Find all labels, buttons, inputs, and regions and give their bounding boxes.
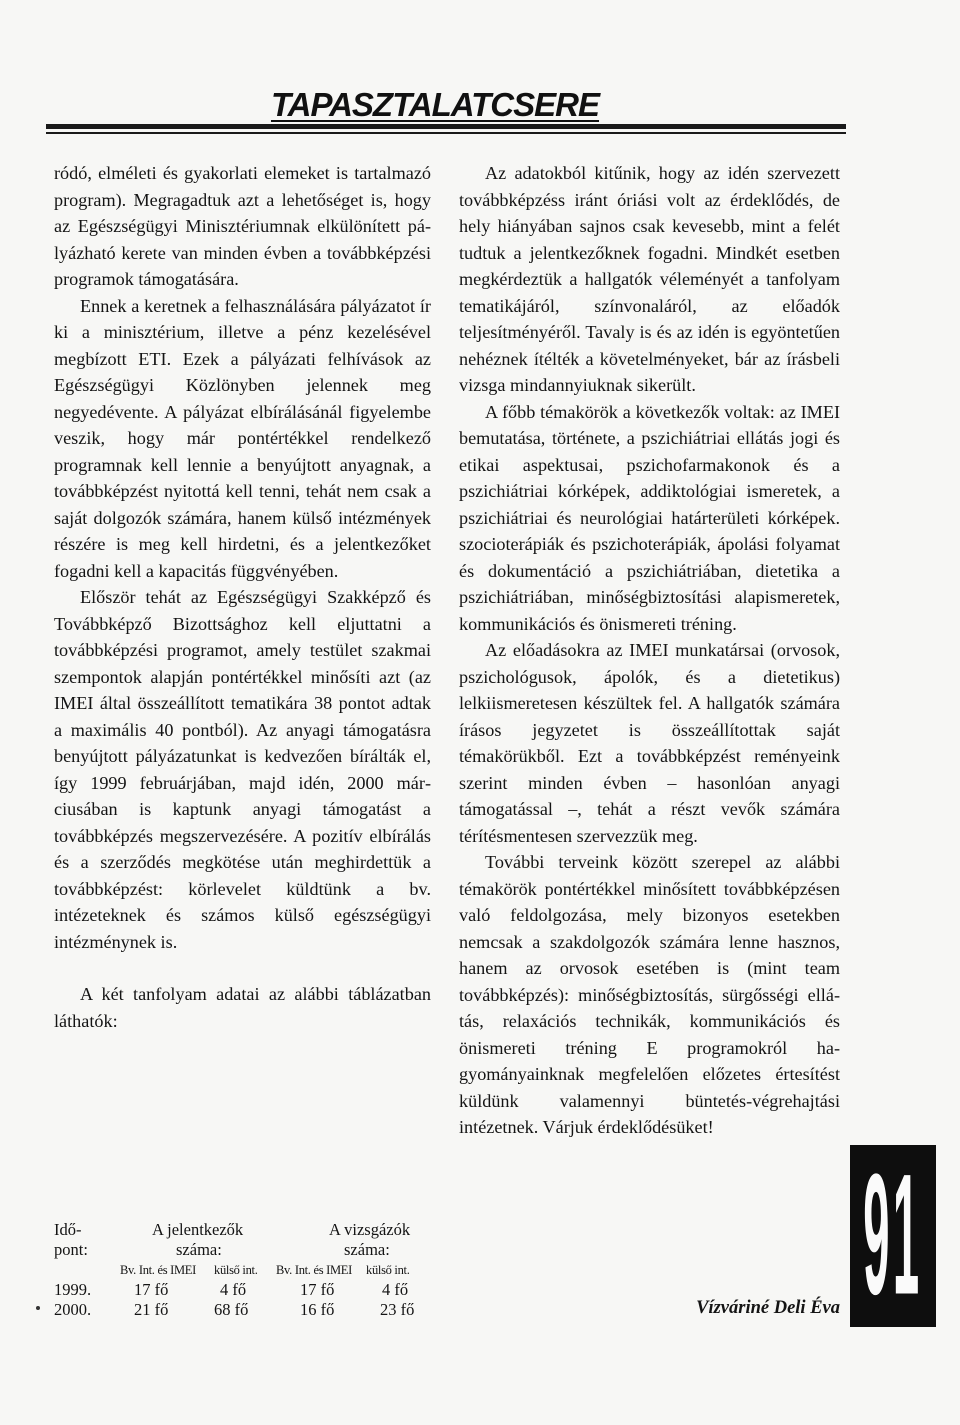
paragraph: ródó, elméleti és gyakorlati elemeket is tartalmazó program). Megragadtuk azt a lehetőséget is, hogy az Egészségügyi Minisztériumnak elkülönített pályázható kerete van minden évben a továbbképzési programok támogatására. bbox=[54, 163, 431, 289]
header-applicants: A jelentkezők bbox=[152, 1220, 244, 1239]
course-data-table bbox=[54, 1220, 434, 1320]
page-number-block bbox=[850, 1145, 936, 1327]
header-rule-thick bbox=[46, 124, 846, 129]
paragraph: Az adatokból kitűnik, hogy az idén szervezett továbbképzéss iránt óriási volt az érdeklődés, de hely hiányában sajnos csak kevesebb, mint a felét tudtuk a jelentkezőknek fogadni. Mindkét esetben megkérdeztük a hallgatók véleményét a tanfolyam tematikájáról, színvonaláról, az előadók teljesítményéről. Tavaly is és az idén is egyöntetűen nehéznek ítélték a követelményeket, bár az írásbeli vizsga mindannyiuknak sikerült. bbox=[459, 163, 840, 395]
author-signature: Vízváriné Deli Éva bbox=[696, 1298, 840, 1318]
right-column bbox=[459, 160, 840, 1141]
paragraph: Ennek a keretnek a felhasználására pályázatot ír ki a minisztérium, illetve a pénz kezelésével megbízott ETI. Ezek a pályázati felhívások az Egészségügyi Közlönyben jelennek meg negyedévente. A pályázat elbírálásánál figyelembe veszik, hogy már pontértékkel rendelkező programnak kell lennie a benyújtott anyagnak, a továbbképzést nyitottá kell tenni, tehát nem csak a saját dolgozók számára, hanem külső intézmények részére is meg kell hirdetni, és a jelentkezőket fogadni kell a kapacitás függvényében. bbox=[54, 295, 431, 581]
paragraph-gap bbox=[54, 955, 431, 981]
subheader-cell: Bv. Int. és IMEI bbox=[276, 1263, 352, 1277]
table-subheader-row bbox=[54, 1260, 434, 1280]
header-time: Idő- bbox=[54, 1220, 82, 1239]
table-cell: 16 fő bbox=[300, 1300, 335, 1319]
subheader-cell: külső int. bbox=[366, 1263, 410, 1277]
paragraph: További terveink között szerepel az alábbi témakörök pontértékkel minősített továbbképzésen való feldolgozása, mely bizonyos esetekben nemcsak a szakdolgozók számára lenne hasznos, hanem az orvosok esetében is (mint team továbbképzés): minőségbiztosítás, sürgősségi ellátás, relaxációs technikák, kommunikációs és önismereti tréning E programokról hagyományainknak megfelelően előzetes értesítést küldünk valamennyi büntetés-végrehajtási intézetnek. Várjuk érdeklődésüket! bbox=[459, 852, 840, 1137]
table-header-row bbox=[54, 1220, 434, 1240]
table-cell: 17 fő bbox=[134, 1280, 169, 1299]
header-examinees: száma: bbox=[344, 1240, 390, 1259]
table-header-row bbox=[54, 1240, 434, 1260]
table-cell: 17 fő bbox=[300, 1280, 335, 1299]
table-cell: 21 fő bbox=[134, 1300, 169, 1319]
subheader-cell: Bv. Int. és IMEI bbox=[120, 1263, 196, 1277]
table-row bbox=[54, 1280, 434, 1300]
row-year: 1999. bbox=[54, 1280, 92, 1299]
table-cell: 4 fő bbox=[382, 1280, 409, 1299]
table-cell: 4 fő bbox=[220, 1280, 247, 1299]
paragraph: Az előadásokra az IMEI munkatársai (orvosok, pszichológusok, ápolók, és a dietetikus) lelkiismeretesen készültek fel. A hallgatók számára írásos jegyzetet is összeállítottak saját témakörükből. Ezt a továbbképzést reményeink szerint minden évben – hasonlóan anyagi támogatással –, tehát a részt vevők számára térítésmentesen szervezzük meg. bbox=[459, 640, 840, 846]
table-row bbox=[54, 1300, 434, 1320]
section-title: TAPASZTALATCSERE bbox=[270, 86, 600, 123]
header-rule-thin bbox=[46, 132, 846, 134]
page-number: 91 bbox=[863, 1145, 923, 1327]
header-examinees: A vizsgázók bbox=[329, 1220, 411, 1239]
table-cell: 23 fő bbox=[380, 1300, 415, 1319]
header-time: pont: bbox=[54, 1240, 88, 1259]
paragraph: Először tehát az Egészségügyi Szakképző és Továbbképző Bizottsághoz kell eljuttatni a továbbképzési programot, amely testület szakmai szempontok alapján pontértékkel minősíti azt (az IMEI által összeállított tematikára 38 pontot adtak a maximális 40 pontból). Az anyagi támogatásra benyújtott pályázatunkat is kedvezően bírálták el, így 1999 februárjában, majd idén, 2000 márciusában is kaptunk anyagi támogatást a továbbképzés megszervezésére. A pozitív elbírálás és a szerződés megkötése után meghirdettük a továbbképzést: körlevelet küldtünk a bv. intézeteknek és számos külső egészségügyi intézménynek is. bbox=[54, 587, 431, 952]
table-cell: 68 fő bbox=[214, 1300, 249, 1319]
row-year: 2000. bbox=[54, 1300, 92, 1319]
table-intro: A két tanfolyam adatai az alábbi táblázatban láthatók: bbox=[54, 984, 431, 1031]
paragraph: A főbb témakörök a következők voltak: az IMEI bemutatása, története, a pszichiátriai ellátás jogi és etikai aspektusai, pszichofarmakonok és a pszichiátriai kórképek, addiktológiai ismeretek, a pszichiátriai és neurológiai határterületi kórképek. szocioterápiák és pszichoterápiák, ápolási folyamat és dokumentáció a pszichiátriában, dietetika a pszichiátriában, minőségbiztosítási alapismeretek, kommunikációs és önismereti tréning. bbox=[459, 401, 840, 634]
header-applicants: száma: bbox=[176, 1240, 222, 1259]
subheader-cell: külső int. bbox=[214, 1263, 258, 1277]
left-column bbox=[54, 160, 431, 1034]
stray-dot bbox=[36, 1306, 40, 1310]
